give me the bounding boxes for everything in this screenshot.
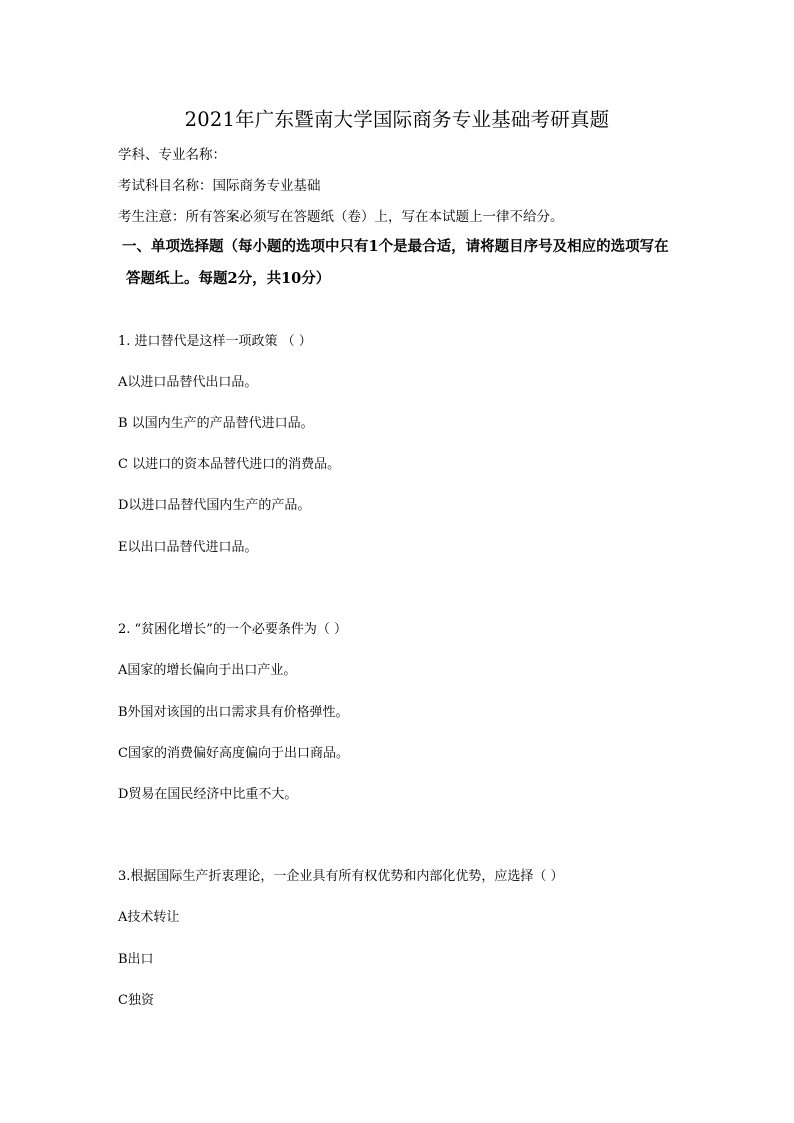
question-3-option-c: C独资 bbox=[118, 993, 154, 1008]
subject-line: 学科、专业名称： bbox=[118, 147, 226, 163]
question-2-option-a: A国家的增长偏向于出口产业。 bbox=[118, 663, 297, 678]
question-2-option-d: D贸易在国民经济中比重不大。 bbox=[118, 787, 298, 802]
question-2-stem: 2. “贫困化增长”的一个必要条件为（ ） bbox=[118, 622, 347, 637]
question-3-option-b: B出口 bbox=[118, 952, 154, 967]
question-1-option-a: A以进口品替代出口品。 bbox=[118, 375, 258, 390]
notice-line: 考生注意：所有答案必须写在答题纸（卷）上，写在本试题上一律不给分。 bbox=[118, 209, 564, 225]
question-2-option-b: B外国对该国的出口需求具有价格弹性。 bbox=[118, 705, 349, 720]
question-1-option-d: D以进口品替代国内生产的产品。 bbox=[118, 498, 311, 513]
question-2-option-c: C国家的消费偏好高度偏向于出口商品。 bbox=[118, 746, 349, 761]
question-1-stem: 1. 进口替代是这样一项政策 （ ） bbox=[118, 334, 312, 349]
exam-name-line: 考试科目名称：国际商务专业基础 bbox=[118, 178, 321, 194]
question-1-option-e: E以出口品替代进口品。 bbox=[118, 540, 258, 555]
section-heading-line2: 答题纸上。每题2分，共10分） bbox=[126, 270, 331, 287]
question-3-stem: 3.根据国际生产折衷理论，一企业具有所有权优势和内部化优势，应选择（ ） bbox=[118, 869, 564, 884]
question-1-option-c: C 以进口的资本品替代进口的消费品。 bbox=[118, 457, 341, 472]
question-1-option-b: B 以国内生产的产品替代进口品。 bbox=[118, 416, 314, 431]
section-heading-line1: 一、单项选择题（每小题的选项中只有1个是最合适，请将题目序号及相应的选项写在 bbox=[122, 238, 669, 255]
document-title: 2021年广东暨南大学国际商务专业基础考研真题 bbox=[184, 108, 610, 131]
question-3-option-a: A技术转让 bbox=[118, 910, 180, 925]
